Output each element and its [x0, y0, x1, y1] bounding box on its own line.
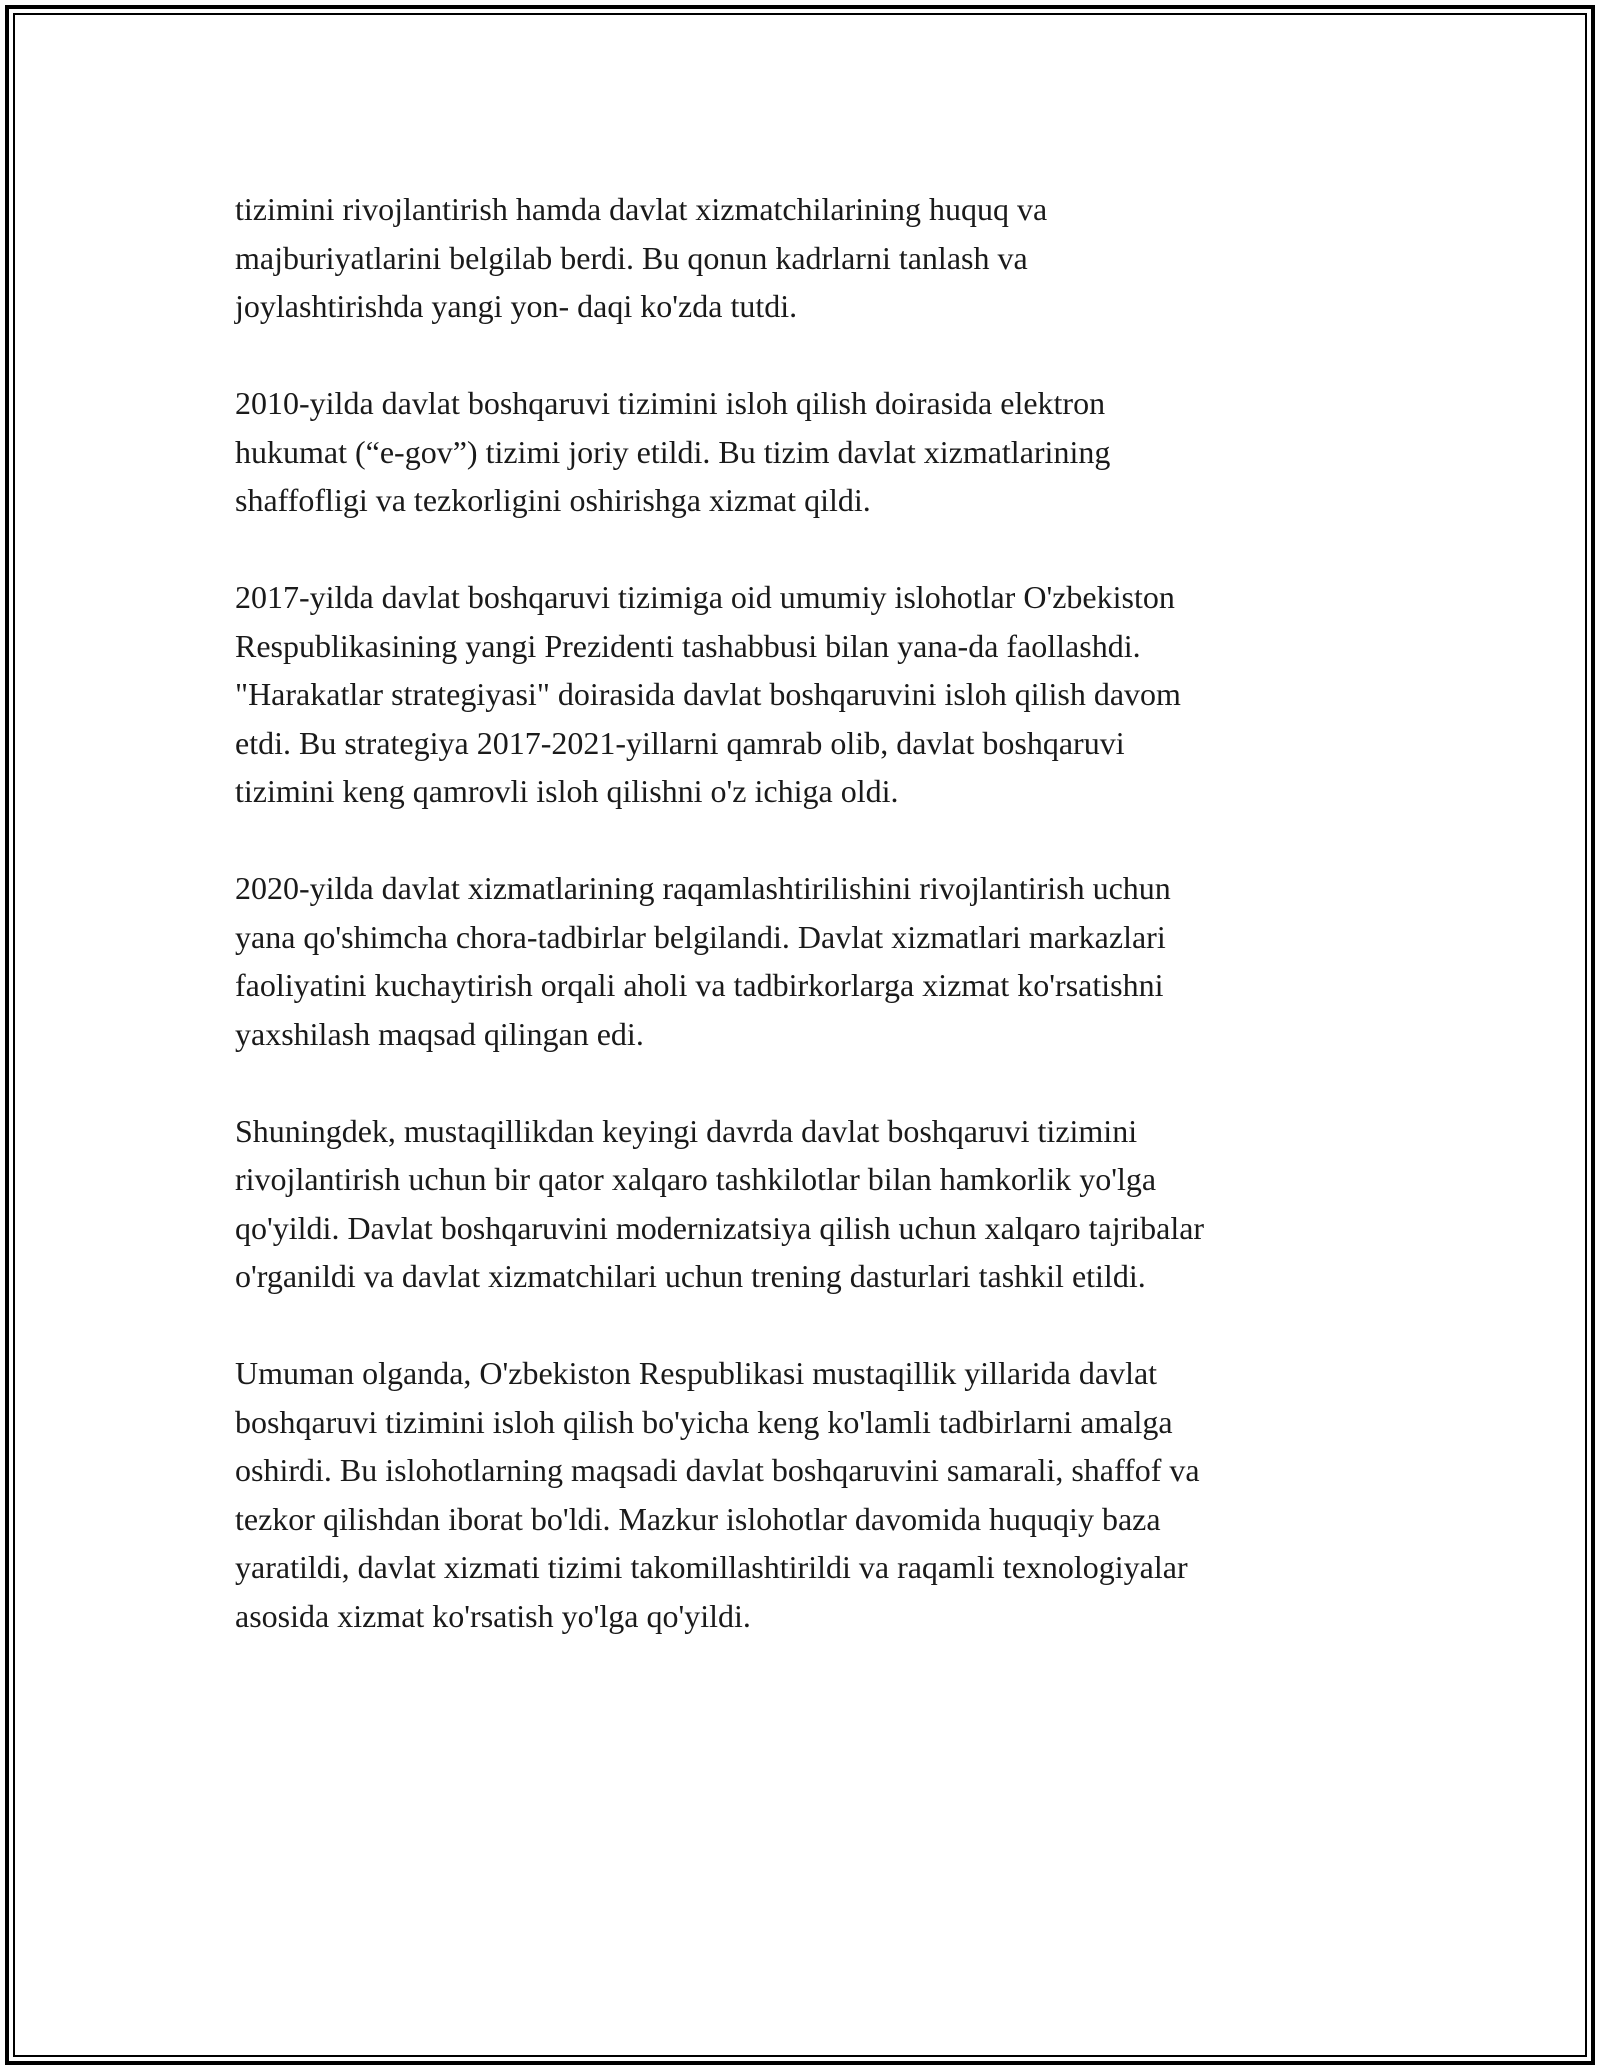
text-line: tizimini keng qamrovli isloh qilishni o'z ichiga oldi. — [235, 773, 899, 809]
text-line: qo'yildi. Davlat boshqaruvini modernizatsiya qilish uchun xalqaro tajribalar — [235, 1209, 1205, 1246]
text-line: Respublikasining yangi Prezidenti tashabbusi bilan yana-da faollashdi. — [235, 627, 1141, 664]
text-line: oshirdi. Bu islohotlarning maqsadi davlat boshqaruvini samarali, shaffof va — [235, 1452, 1200, 1488]
text-line: yaratildi, davlat xizmati tizimi takomillashtirildi va raqamli texnologiyalar — [235, 1549, 1188, 1585]
text-line: majburiyatlarini belgilab berdi. Bu qonun kadrlarni tanlash va — [235, 239, 1028, 276]
paragraph-law-continuation — [235, 185, 1365, 331]
text-line: o'rganildi va davlat xizmatchilari uchun trening dasturlari tashkil etildi. — [235, 1258, 1146, 1294]
paragraph-2020-digitalization — [235, 864, 1365, 1058]
text-line: 2010-yilda davlat boshqaruvi tizimini isloh qilish doirasida elektron — [235, 385, 1106, 421]
text-line: shaffofligi va tezkorligini oshirishga xizmat qildi. — [235, 482, 871, 518]
text-line: boshqaruvi tizimini isloh qilish bo'yicha keng ko'lamli tadbirlarni amalga — [235, 1403, 1173, 1440]
text-line: etdi. Bu strategiya 2017-2021-yillarni qamrab olib, davlat boshqaruvi — [235, 724, 1125, 761]
text-line: tizimini rivojlantirish hamda davlat xizmatchilarining huquq va — [235, 191, 1048, 227]
paragraph-2010-egov — [235, 379, 1365, 525]
text-line: rivojlantirish uchun bir qator xalqaro tashkilotlar bilan hamkorlik yo'lga — [235, 1161, 1157, 1197]
text-line: asosida xizmat ko'rsatish yo'lga qo'yildi. — [235, 1597, 751, 1634]
text-line: hukumat (“e-gov”) tizimi joriy etildi. Bu tizim davlat xizmatlarining — [235, 433, 1111, 470]
text-line: 2017-yilda davlat boshqaruvi tizimiga oid umumiy islohotlar O'zbekiston — [235, 579, 1175, 615]
document-body — [235, 185, 1365, 1689]
text-line: yana qo'shimcha chora-tadbirlar belgilandi. Davlat xizmatlari markazlari — [235, 918, 1166, 955]
paragraph-international-cooperation — [235, 1107, 1365, 1301]
text-line: "Harakatlar strategiyasi" doirasida davlat boshqaruvini isloh qilish davom — [235, 676, 1181, 712]
text-line: Umuman olganda, O'zbekiston Respublikasi mustaqillik yillarida davlat — [235, 1355, 1158, 1391]
text-line: tezkor qilishdan iborat bo'ldi. Mazkur islohotlar davomida huquqiy baza — [235, 1500, 1161, 1537]
text-line: 2020-yilda davlat xizmatlarining raqamlashtirilishini rivojlantirish uchun — [235, 870, 1171, 906]
text-line: joylashtirishda yangi yon- daqi ko'zda tutdi. — [235, 288, 798, 324]
paragraph-2017-reforms — [235, 573, 1365, 816]
text-line: yaxshilash maqsad qilingan edi. — [235, 1015, 644, 1052]
text-line: Shuningdek, mustaqillikdan keyingi davrda davlat boshqaruvi tizimini — [235, 1112, 1138, 1149]
paragraph-conclusion — [235, 1349, 1365, 1640]
text-line: faoliyatini kuchaytirish orqali aholi va tadbirkorlarga xizmat ko'rsatishni — [235, 967, 1164, 1003]
